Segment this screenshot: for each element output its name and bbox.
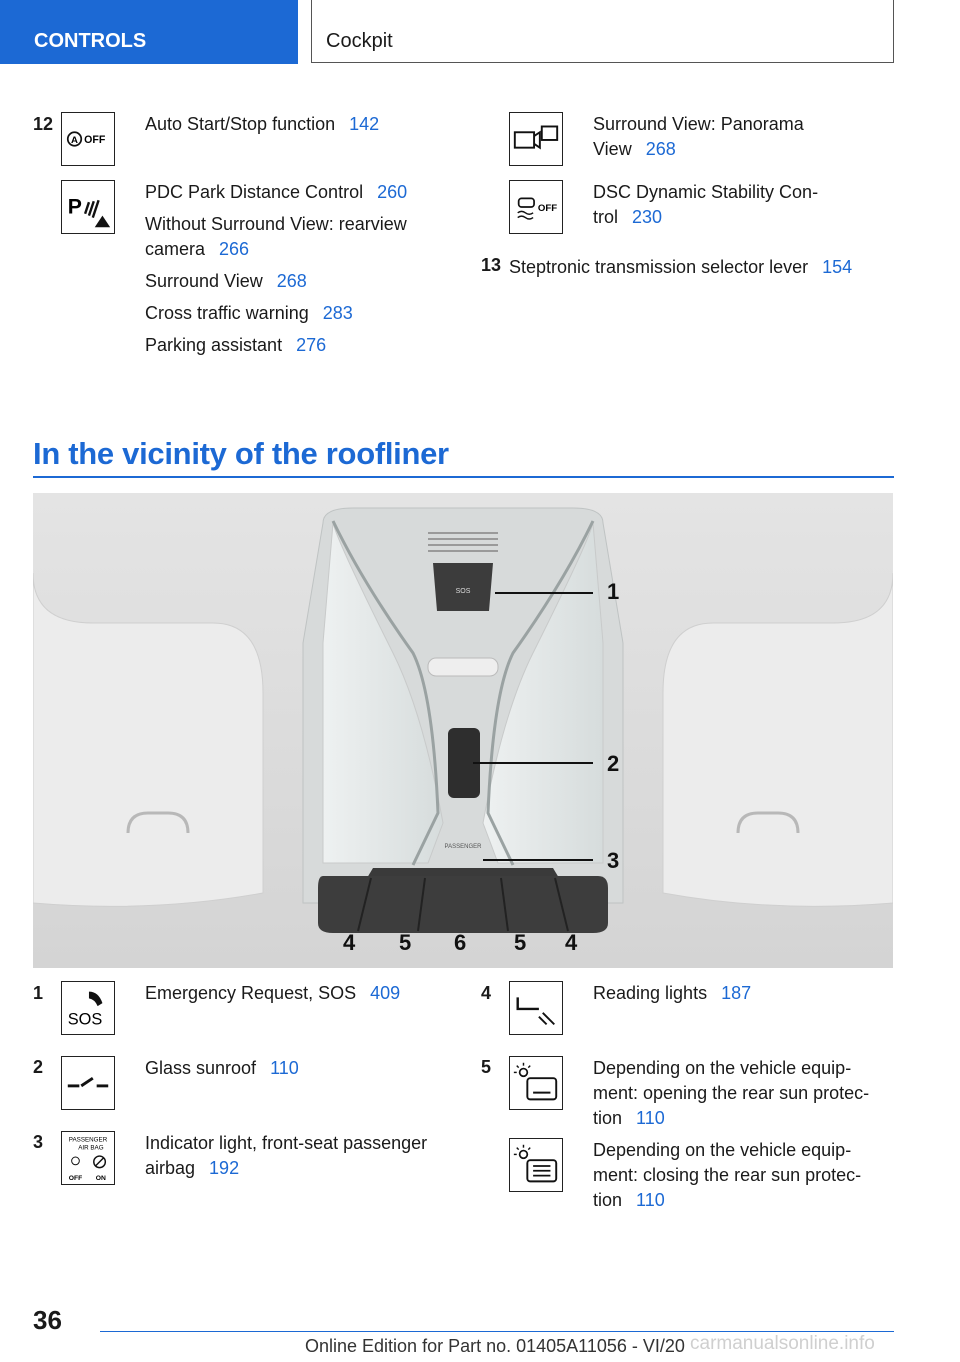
auto-start-stop-off-icon — [61, 112, 115, 166]
photo-callout-4: 4 — [343, 930, 356, 955]
footer-rule — [100, 1331, 894, 1332]
svg-text:OFF: OFF — [68, 1175, 83, 1183]
photo-callout-4: 4 — [565, 930, 578, 955]
section-tab — [0, 0, 298, 64]
page-ref-link[interactable]: 266 — [219, 239, 250, 259]
legend-number: 3 — [33, 1132, 44, 1152]
page-ref-link[interactable]: 230 — [632, 207, 663, 227]
photo-callout-1: 1 — [607, 579, 620, 604]
sun-protection-close-icon — [509, 1138, 563, 1192]
legend-number: 5 — [481, 1057, 492, 1077]
item-number: 12 — [33, 114, 54, 134]
svg-text:SOS: SOS — [67, 1010, 103, 1029]
glass-sunroof-icon — [61, 1056, 115, 1110]
reading-light-icon — [509, 981, 563, 1035]
svg-text:AIR BAG: AIR BAG — [78, 1144, 104, 1152]
page-ref-link[interactable]: 142 — [349, 114, 380, 134]
entry-dsc: DSC Dynamic Stability Con- trol 230 — [593, 182, 819, 227]
page-ref-link[interactable]: 260 — [377, 182, 408, 202]
legend-number: 4 — [481, 983, 492, 1003]
legend-number: 2 — [33, 1057, 44, 1077]
passenger-airbag-indicator-icon — [61, 1131, 115, 1185]
legend-entry-sun-protection-open: Depending on the vehicle equip- ment: opening the rear sun protec- tion 110 — [593, 1058, 870, 1128]
dsc-off-icon — [509, 180, 563, 234]
photo-callout-2: 2 — [607, 751, 620, 776]
page-ref-link[interactable]: 187 — [721, 983, 752, 1003]
photo-callout-6: 6 — [454, 930, 467, 955]
entry-surround-view: Surround View 268 — [145, 271, 307, 291]
svg-text:PASSENGER: PASSENGER — [444, 844, 482, 850]
heading-rule — [33, 476, 894, 478]
legend-entry-sos: Emergency Request, SOS 409 — [145, 983, 401, 1003]
item-number: 13 — [481, 255, 502, 275]
page-ref-link[interactable]: 283 — [322, 303, 353, 323]
entry-parking-assistant: Parking assistant 276 — [145, 335, 327, 355]
legend-entry-sun-protection-close: Depending on the vehicle equip- ment: closing the rear sun protec- tion 110 — [593, 1140, 862, 1210]
page-header — [311, 0, 894, 63]
entry-steptronic: Steptronic transmission selector lever 154 — [509, 257, 853, 277]
legend-number: 1 — [33, 983, 44, 1003]
page-ref-link[interactable]: 192 — [209, 1158, 240, 1178]
section-heading: In the vicinity of the roofliner — [33, 436, 449, 471]
page-ref-link[interactable]: 409 — [370, 983, 401, 1003]
entry-pdc: PDC Park Distance Control 260 — [145, 182, 408, 202]
page-ref-link[interactable]: 268 — [276, 271, 307, 291]
page-ref-link[interactable]: 154 — [822, 257, 853, 277]
entry-auto-start-stop: Auto Start/Stop function 142 — [145, 114, 380, 134]
svg-text:OFF: OFF — [537, 202, 558, 214]
footer-edition: Online Edition for Part no. 01405A11056 - VI/20 — [305, 1336, 685, 1356]
page-ref-link[interactable]: 276 — [296, 335, 327, 355]
panorama-view-icon — [509, 112, 563, 166]
roofliner-photo — [33, 493, 893, 968]
entry-rearview-camera: Without Surround View: rearview camera 266 — [145, 214, 407, 259]
sun-protection-open-icon — [509, 1056, 563, 1110]
sos-icon — [61, 981, 115, 1035]
svg-text:A: A — [71, 134, 78, 146]
photo-callout-3: 3 — [607, 848, 620, 873]
entry-cross-traffic: Cross traffic warning 283 — [145, 303, 353, 323]
svg-text:OFF: OFF — [84, 133, 106, 146]
legend-entry-reading-lights: Reading lights 187 — [593, 983, 752, 1003]
legend-entry-sunroof: Glass sunroof 110 — [145, 1058, 299, 1078]
page-ref-link[interactable]: 268 — [645, 139, 676, 159]
watermark: carmanualsonline.info — [690, 1333, 875, 1354]
page-title: Cockpit — [326, 30, 393, 52]
pdc-icon — [61, 180, 115, 234]
page-number: 36 — [33, 1305, 62, 1335]
page-ref-link[interactable]: 110 — [270, 1058, 299, 1078]
page-ref-link[interactable]: 110 — [636, 1190, 665, 1210]
legend-entry-airbag: Indicator light, front-seat passenger airbag 192 — [145, 1133, 428, 1178]
svg-text:P: P — [67, 195, 82, 219]
page-ref-link[interactable]: 110 — [636, 1108, 665, 1128]
photo-callout-5: 5 — [399, 930, 412, 955]
svg-text:SOS: SOS — [455, 588, 471, 595]
svg-text:PASSENGER: PASSENGER — [68, 1136, 108, 1144]
entry-panorama-view: Surround View: Panorama View 268 — [593, 114, 804, 159]
svg-text:ON: ON — [95, 1175, 106, 1183]
section-label: CONTROLS — [34, 30, 147, 52]
photo-callout-5: 5 — [514, 930, 527, 955]
